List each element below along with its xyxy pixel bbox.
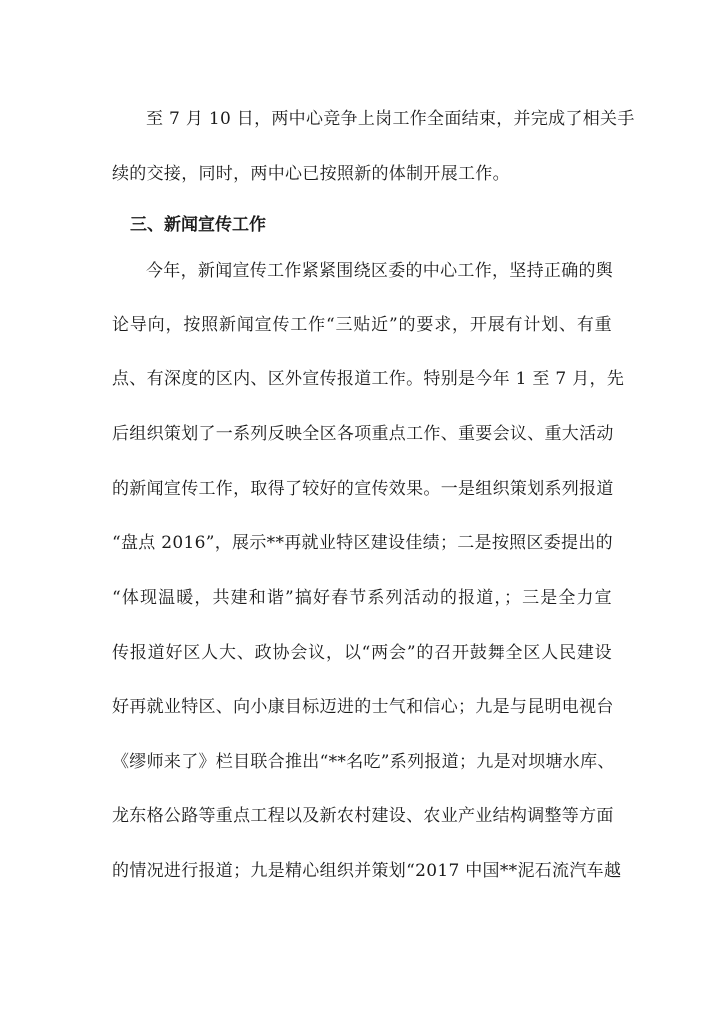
paragraph-line: 点、有深度的区内、区外宣传报道工作。特别是今年 1 至 7 月，先 bbox=[112, 369, 625, 389]
paragraph-line: 续的交接，同时，两中心已按照新的体制开展工作。 bbox=[112, 164, 510, 184]
paragraph-line: 后组织策划了一系列反映全区各项重点工作、重要会议、重大活动 bbox=[112, 424, 614, 444]
paragraph-line: “盘点 2016”，展示**再就业特区建设佳绩；二是按照区委提出的 bbox=[112, 533, 613, 553]
paragraph-line: “体现温暖，共建和谐”搞好春节系列活动的报道，；三是全力宣 bbox=[112, 588, 612, 608]
paragraph-line: 的新闻宣传工作，取得了较好的宣传效果。一是组织策划系列报道 bbox=[112, 479, 614, 499]
paragraph-line: 至 7 月 10 日，两中心竞争上岗工作全面结束，并完成了相关手 bbox=[146, 109, 635, 129]
paragraph-line: 传报道好区人大、政协会议，以“两会”的召开鼓舞全区人民建设 bbox=[112, 643, 612, 663]
paragraph-line: 龙东格公路等重点工程以及新农村建设、农业产业结构调整等方面 bbox=[112, 806, 614, 826]
paragraph-line: 好再就业特区、向小康目标迈进的士气和信心；九是与昆明电视台 bbox=[112, 697, 614, 717]
paragraph-line: 的情况进行报道；九是精心组织并策划“2017 中国**泥石流汽车越 bbox=[112, 861, 622, 881]
paragraph-line: 今年，新闻宣传工作紧紧围绕区委的中心工作，坚持正确的舆 bbox=[146, 261, 614, 281]
paragraph-line: 论导向，按照新闻宣传工作“三贴近”的要求，开展有计划、有重 bbox=[112, 315, 612, 335]
paragraph-line: 《缪师来了》栏目联合推出“**名吃”系列报道；九是对坝塘水库、 bbox=[112, 752, 615, 772]
section-heading: 三、新闻宣传工作 bbox=[130, 215, 266, 235]
